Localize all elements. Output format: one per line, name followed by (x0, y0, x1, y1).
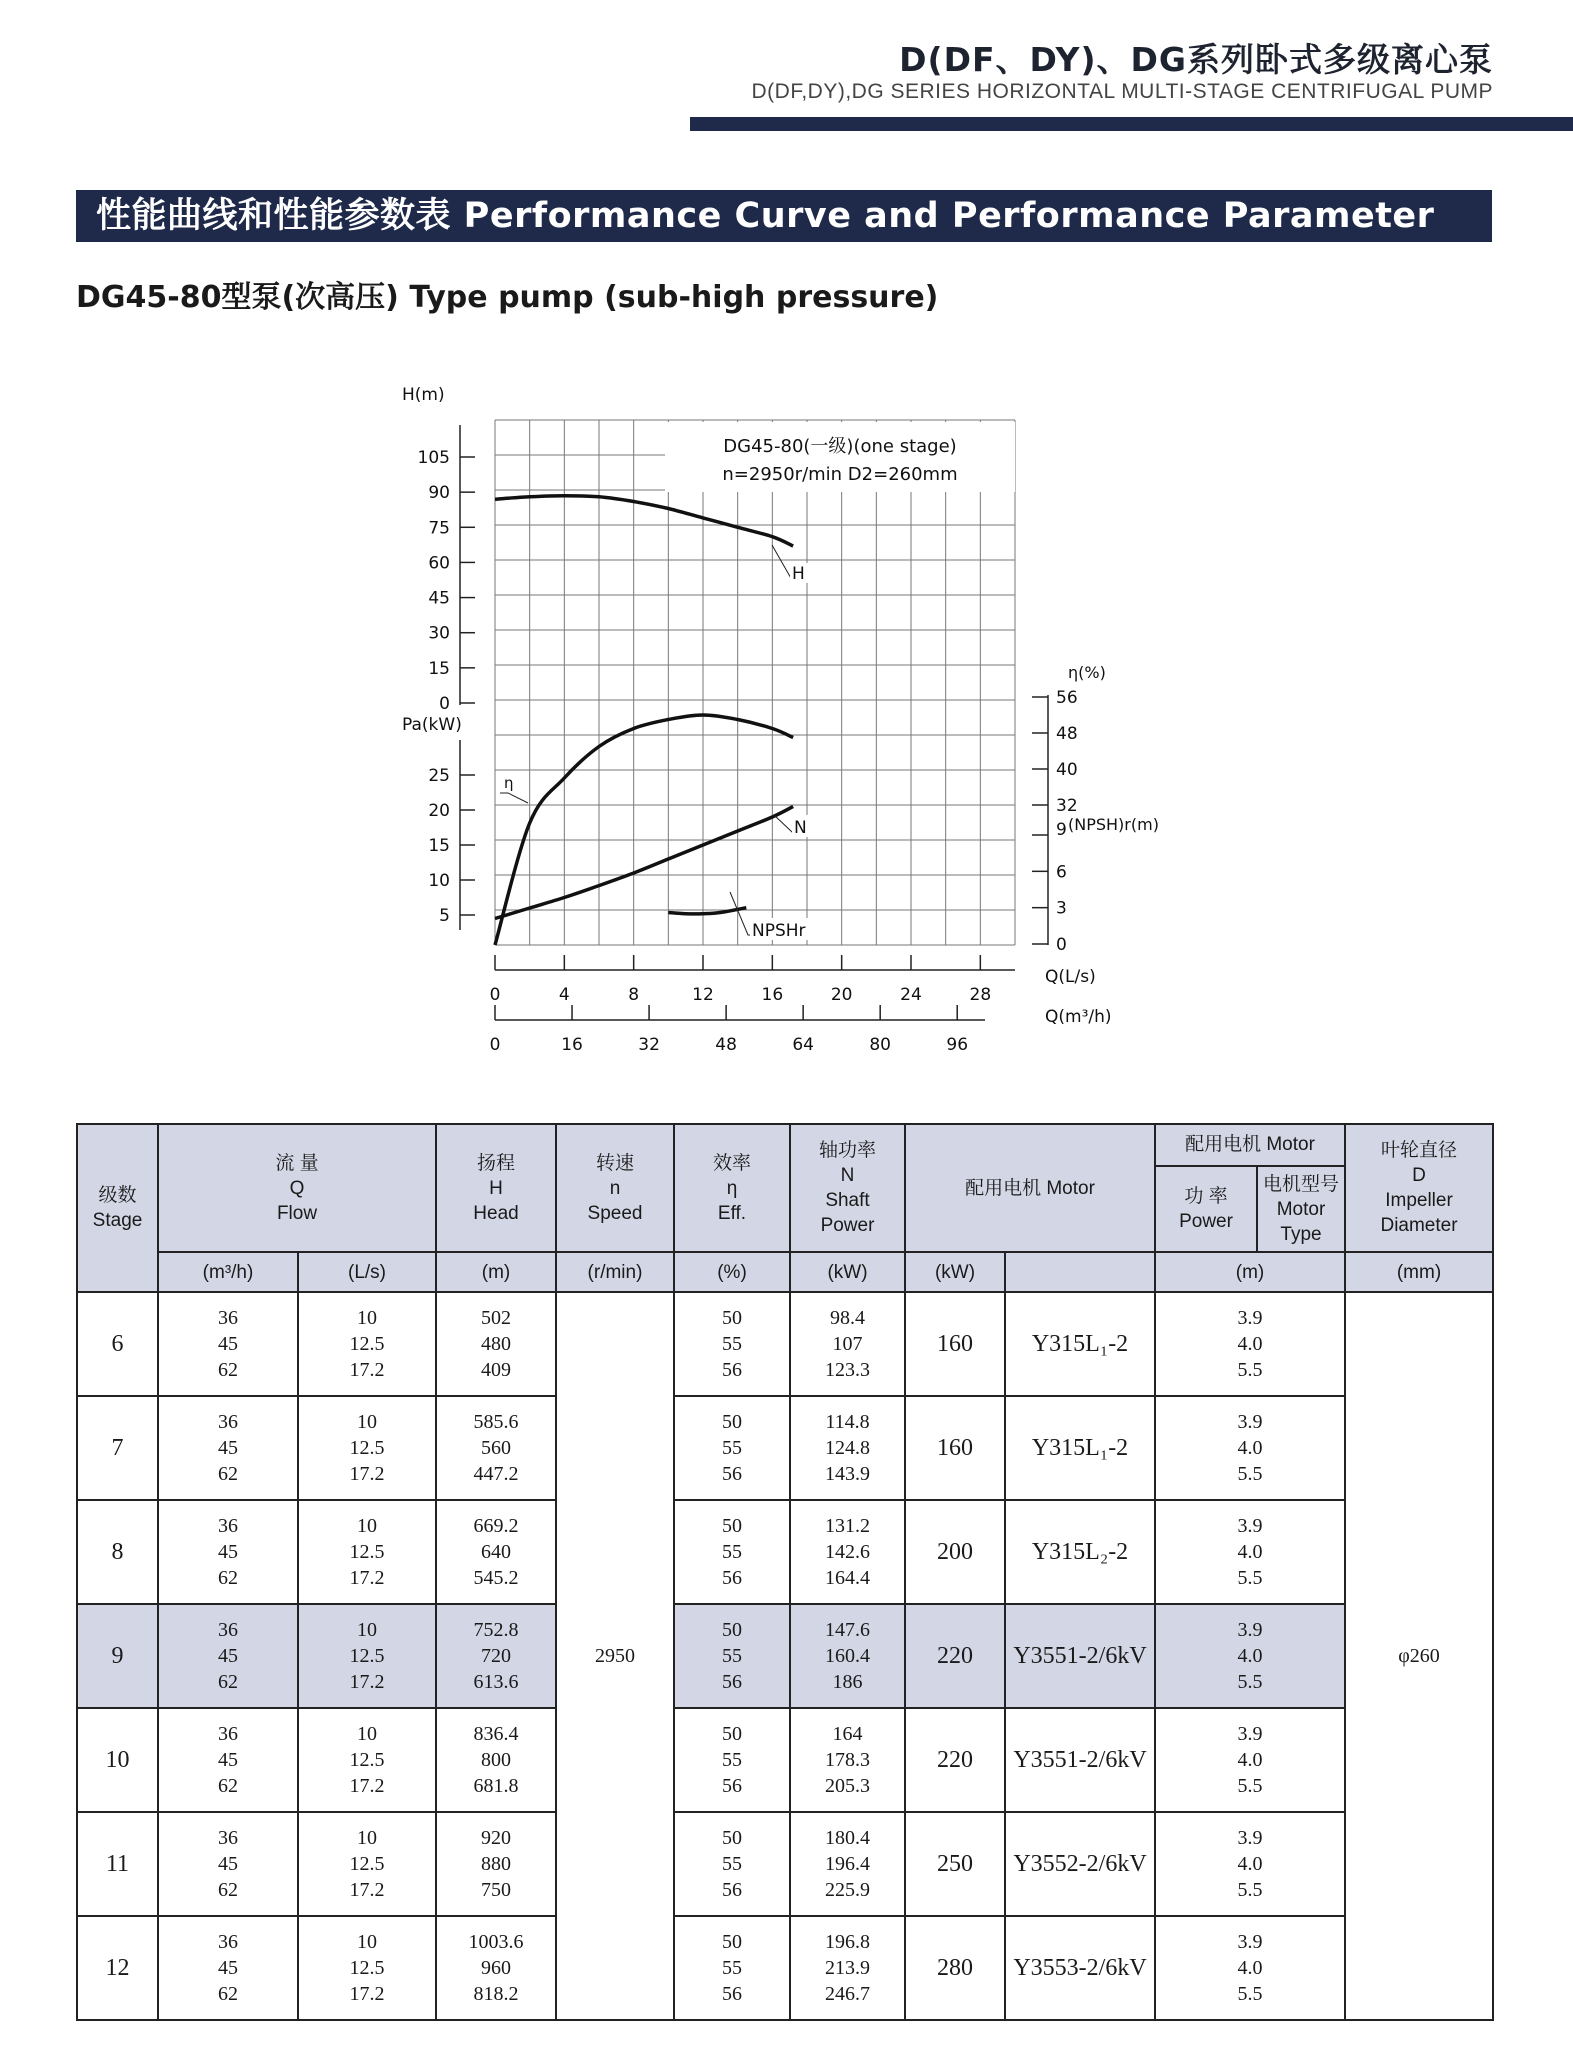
header-motor: 配用电机 Motor (905, 1124, 1155, 1252)
cell-eff: 50 55 56 (674, 1604, 790, 1708)
cell-shaft-power: 98.4 107 123.3 (790, 1292, 905, 1396)
chart-title: DG45-80(一级)(one stage) (723, 436, 957, 457)
cell-npsh: 3.9 4.0 5.5 (1155, 1396, 1345, 1500)
header-motor-label: 配用电机 Motor (1156, 1125, 1344, 1167)
axis-label-head: H(m) (402, 385, 445, 405)
performance-table (76, 1123, 1494, 2021)
cell-head: 669.2 640 545.2 (436, 1500, 556, 1604)
cell-shaft-power: 164 178.3 205.3 (790, 1708, 905, 1812)
cell-flow-m3h: 36 45 62 (158, 1708, 298, 1812)
tick-label-q-ls: 20 (830, 985, 853, 1005)
cell-flow-ls: 10 12.5 17.2 (298, 1916, 436, 2020)
cell-npsh: 3.9 4.0 5.5 (1155, 1708, 1345, 1812)
tick-label-eff: 56 (1056, 688, 1078, 708)
table-row (77, 1500, 1493, 1604)
cell-eff: 50 55 56 (674, 1500, 790, 1604)
tick-label-q-ls: 28 (969, 985, 992, 1005)
tick-label-q-ls: 4 (558, 985, 570, 1005)
tick-label-power: 5 (439, 906, 450, 926)
curve-label-h: H (792, 564, 805, 584)
header-flow: 流 量 Q Flow (158, 1124, 436, 1252)
table-row (77, 1708, 1493, 1812)
tick-label-head: 60 (428, 553, 450, 574)
cell-eff: 50 55 56 (674, 1396, 790, 1500)
tick-label-head: 45 (428, 588, 450, 609)
header-power: 功 率 Power (1156, 1167, 1258, 1251)
chart-subtitle: n=2950r/min D2=260mm (722, 464, 958, 485)
cell-head: 585.6 560 447.2 (436, 1396, 556, 1500)
tick-label-power: 15 (428, 836, 450, 856)
cell-flow-m3h: 36 45 62 (158, 1812, 298, 1916)
header-eff: 效率 η Eff. (674, 1124, 790, 1252)
tick-label-npsh: 3 (1056, 898, 1067, 919)
tick-label-q-ls: 0 (489, 985, 501, 1005)
cell-motor-type: Y315L₁-2 (1005, 1396, 1155, 1500)
cell-shaft-power: 147.6 160.4 186 (790, 1604, 905, 1708)
unit-eff: (%) (674, 1252, 790, 1292)
unit-npsh: (m) (1155, 1252, 1345, 1292)
table-row (77, 1396, 1493, 1500)
cell-flow-m3h: 36 45 62 (158, 1916, 298, 2020)
cell-impeller: φ260 (1345, 1292, 1493, 2020)
cell-motor-type: Y3552-2/6kV (1005, 1812, 1155, 1916)
header-speed: 转速 n Speed (556, 1124, 674, 1252)
cell-flow-ls: 10 12.5 17.2 (298, 1708, 436, 1812)
cell-flow-m3h: 36 45 62 (158, 1292, 298, 1396)
table-row (77, 1604, 1493, 1708)
tick-label-q-m3h: 64 (792, 1035, 814, 1055)
cell-shaft-power: 114.8 124.8 143.9 (790, 1396, 905, 1500)
unit-shaft: (kW) (790, 1252, 905, 1292)
tick-label-q-m3h: 16 (561, 1035, 583, 1055)
unit-flow-ls: (L/s) (298, 1252, 436, 1292)
axis-label-q-ls: Q(L/s) (1045, 967, 1096, 987)
cell-flow-ls: 10 12.5 17.2 (298, 1396, 436, 1500)
cell-motor-type: Y3553-2/6kV (1005, 1916, 1155, 2020)
cell-eff: 50 55 56 (674, 1708, 790, 1812)
tick-label-q-ls: 12 (692, 985, 714, 1005)
header-motor-type-label: 电机型号 Motor Type (1263, 1173, 1340, 1245)
leader-eta (500, 793, 528, 803)
tick-label-eff: 32 (1056, 796, 1078, 816)
subtitle: DG45-80型泵(次高压) Type pump (sub-high pressure) (76, 280, 939, 315)
cell-npsh: 3.9 4.0 5.5 (1155, 1812, 1345, 1916)
cell-shaft-power: 196.8 213.9 246.7 (790, 1916, 905, 2020)
cell-stage: 6 (77, 1292, 158, 1396)
curve-npshr (668, 908, 746, 914)
cell-flow-ls: 10 12.5 17.2 (298, 1812, 436, 1916)
cell-motor-type: Y315L₂-2 (1005, 1500, 1155, 1604)
cell-head: 752.8 720 613.6 (436, 1604, 556, 1708)
tick-label-q-m3h: 80 (869, 1035, 892, 1055)
tick-label-q-m3h: 96 (946, 1035, 969, 1055)
tick-label-head: 105 (417, 448, 450, 468)
cell-head: 836.4 800 681.8 (436, 1708, 556, 1812)
cell-shaft-power: 180.4 196.4 225.9 (790, 1812, 905, 1916)
header-title-cn: D(DF、DY)、DG系列卧式多级离心泵 (899, 40, 1493, 79)
tick-label-head: 30 (428, 623, 450, 644)
curve-label-eta: η (504, 774, 514, 792)
cell-eff: 50 55 56 (674, 1916, 790, 2020)
tick-label-power: 10 (428, 871, 450, 891)
cell-shaft-power: 131.2 142.6 164.4 (790, 1500, 905, 1604)
header-shaft-power: 轴功率 N Shaft Power (790, 1124, 905, 1252)
cell-head: 1003.6 960 818.2 (436, 1916, 556, 2020)
cell-flow-ls: 10 12.5 17.2 (298, 1604, 436, 1708)
tick-label-q-m3h: 0 (489, 1035, 501, 1055)
header-motor-type-unit (1005, 1252, 1155, 1292)
cell-npsh: 3.9 4.0 5.5 (1155, 1500, 1345, 1604)
cell-stage: 12 (77, 1916, 158, 2020)
table-row (77, 1916, 1493, 2020)
curve-label-npsh: NPSHr (752, 921, 806, 941)
cell-eff: 50 55 56 (674, 1292, 790, 1396)
unit-head: (m) (436, 1252, 556, 1292)
cell-head: 502 480 409 (436, 1292, 556, 1396)
axis-label-q-m3h: Q(m³/h) (1045, 1007, 1112, 1027)
tick-label-power: 25 (428, 766, 450, 786)
header-stage: 级数 Stage (77, 1124, 158, 1292)
tick-label-eff: 48 (1056, 724, 1078, 744)
tick-label-q-m3h: 48 (715, 1035, 737, 1055)
tick-label-power: 20 (428, 801, 450, 821)
cell-stage: 7 (77, 1396, 158, 1500)
cell-stage: 11 (77, 1812, 158, 1916)
unit-impeller: (mm) (1345, 1252, 1493, 1292)
header-bar (690, 117, 1573, 131)
curve-n (495, 807, 793, 919)
header-impeller: 叶轮直径 D Impeller Diameter (1345, 1124, 1493, 1252)
performance-curve-chart (380, 370, 1200, 1070)
axis-label-power: Pa(kW) (402, 715, 462, 735)
cell-motor-power: 220 (905, 1604, 1005, 1708)
tick-label-q-ls: 8 (628, 985, 640, 1005)
cell-flow-m3h: 36 45 62 (158, 1500, 298, 1604)
table-row (77, 1292, 1493, 1396)
tick-label-head: 90 (428, 483, 450, 504)
table-row (77, 1812, 1493, 1916)
cell-motor-power: 200 (905, 1500, 1005, 1604)
header-npsh (1155, 1124, 1345, 1252)
cell-head: 920 880 750 (436, 1812, 556, 1916)
tick-label-eff: 40 (1056, 760, 1078, 780)
cell-motor-power: 160 (905, 1292, 1005, 1396)
unit-flow-m3h: (m³/h) (158, 1252, 298, 1292)
header-head: 扬程 H Head (436, 1124, 556, 1252)
curve-h (495, 496, 793, 546)
axis-label-npsh: (NPSH)r(m) (1068, 815, 1159, 834)
cell-motor-power: 160 (905, 1396, 1005, 1500)
cell-flow-ls: 10 12.5 17.2 (298, 1292, 436, 1396)
tick-label-q-m3h: 32 (638, 1035, 660, 1055)
cell-motor-power: 220 (905, 1708, 1005, 1812)
cell-motor-power: 280 (905, 1916, 1005, 2020)
cell-motor-power: 250 (905, 1812, 1005, 1916)
curve-label-n: N (794, 818, 807, 838)
unit-speed: (r/min) (556, 1252, 674, 1292)
cell-flow-ls: 10 12.5 17.2 (298, 1500, 436, 1604)
cell-speed: 2950 (556, 1292, 674, 2020)
cell-motor-type: Y3551-2/6kV (1005, 1604, 1155, 1708)
cell-npsh: 3.9 4.0 5.5 (1155, 1604, 1345, 1708)
tick-label-npsh: 0 (1056, 935, 1067, 955)
tick-label-q-ls: 24 (900, 985, 922, 1005)
tick-label-q-ls: 16 (761, 985, 784, 1005)
section-title: 性能曲线和性能参数表 Performance Curve and Performance Parameter Table (76, 190, 1492, 242)
tick-label-head: 0 (439, 694, 450, 714)
cell-stage: 9 (77, 1604, 158, 1708)
cell-stage: 10 (77, 1708, 158, 1812)
tick-label-npsh: 9 (1056, 820, 1067, 840)
cell-npsh: 3.9 4.0 5.5 (1155, 1916, 1345, 2020)
cell-stage: 8 (77, 1500, 158, 1604)
tick-label-head: 75 (428, 518, 450, 539)
cell-motor-type: Y315L₁-2 (1005, 1292, 1155, 1396)
cell-eff: 50 55 56 (674, 1812, 790, 1916)
tick-label-head: 15 (428, 658, 450, 679)
header-title-en: D(DF,DY),DG SERIES HORIZONTAL MULTI-STAGE CENTRIFUGAL PUMP (751, 80, 1493, 103)
cell-flow-m3h: 36 45 62 (158, 1396, 298, 1500)
axis-label-eff: η(%) (1068, 663, 1106, 682)
tick-label-npsh: 6 (1056, 862, 1067, 883)
cell-npsh: 3.9 4.0 5.5 (1155, 1292, 1345, 1396)
unit-power: (kW) (905, 1252, 1005, 1292)
cell-flow-m3h: 36 45 62 (158, 1604, 298, 1708)
cell-motor-type: Y3551-2/6kV (1005, 1708, 1155, 1812)
